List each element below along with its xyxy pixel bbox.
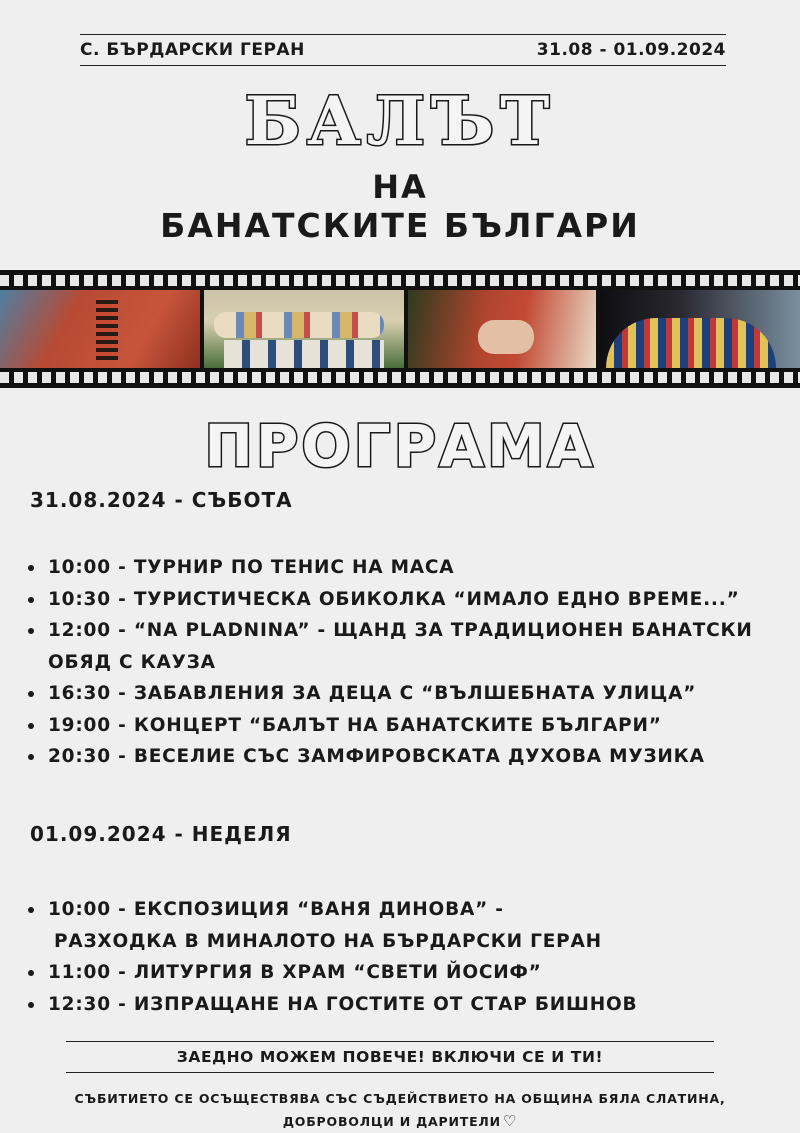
schedule-item: 10:00 - ЕКСПОЗИЦИЯ “ВАНЯ ДИНОВА” - РАЗХОДКА В МИНАЛОТО НА БЪРДАРСКИ ГЕРАН [28,894,637,957]
event-title-connector: НА [372,168,428,206]
schedule-item: 10:00 - ТУРНИР ПО ТЕНИС НА МАСА [28,552,753,584]
film-perforation-top [0,275,800,286]
schedule-item: 10:30 - ТУРИСТИЧЕСКА ОБИКОЛКА “ИМАЛО ЕДНО ВРЕМЕ...” [28,584,753,616]
schedule-list-saturday [28,552,753,773]
program-title: ПРОГРАМА [204,412,596,480]
event-location: С. БЪРДАРСКИ ГЕРАН [80,40,305,60]
event-subtitle: БАНАТСКИТЕ БЪЛГАРИ [160,206,640,245]
credits-line-2: ДОБРОВОЛЦИ И ДАРИТЕЛИ ♡ [282,1112,518,1130]
header-bar [80,34,726,66]
event-dates: 31.08 - 01.09.2024 [536,40,726,60]
schedule-item: 12:30 - ИЗПРАЩАНЕ НА ГОСТИТЕ ОТ СТАР БИШНОВ [28,989,637,1021]
day-heading-saturday: 31.08.2024 - СЪБОТА [30,488,293,512]
schedule-list-sunday [28,894,637,1020]
event-title: БАЛЪТ [244,82,556,160]
heart-icon: ♡ [502,1112,518,1130]
day-heading-sunday: 01.09.2024 - НЕДЕЛЯ [30,822,292,846]
photo-embroidered-hat [600,290,800,368]
schedule-item: 19:00 - КОНЦЕРТ “БАЛЪТ НА БАНАТСКИТЕ БЪЛГАРИ” [28,710,753,742]
slogan-bar [66,1041,714,1073]
credits [0,1088,800,1133]
schedule-item: 16:30 - ЗАБАВЛЕНИЯ ЗА ДЕЦА С “ВЪЛШЕБНАТА УЛИЦА” [28,678,753,710]
credits-line-1: СЪБИТИЕТО СЕ ОСЪЩЕСТВЯВА СЪС СЪДЕЙСТВИЕТО НА ОБЩИНА БЯЛА СЛАТИНА, [74,1091,726,1106]
schedule-item: 12:00 - “NA PLADNINA” - ЩАНД ЗА ТРАДИЦИОНЕН БАНАТСКИ ОБЯД С КАУЗА [28,615,753,678]
schedule-item: 11:00 - ЛИТУРГИЯ В ХРАМ “СВЕТИ ЙОСИФ” [28,957,637,989]
film-strip-photos [0,270,800,388]
film-perforation-bottom [0,372,800,383]
photo-red-costume [0,290,200,368]
slogan-text: ЗАЕДНО МОЖЕМ ПОВЕЧЕ! ВКЛЮЧИ СЕ И ТИ! [176,1048,604,1066]
photo-holding-hands [408,290,596,368]
schedule-item: 20:30 - ВЕСЕЛИЕ СЪС ЗАМФИРОВСКАТА ДУХОВА МУЗИКА [28,741,753,773]
photo-women-headdresses [204,290,404,368]
